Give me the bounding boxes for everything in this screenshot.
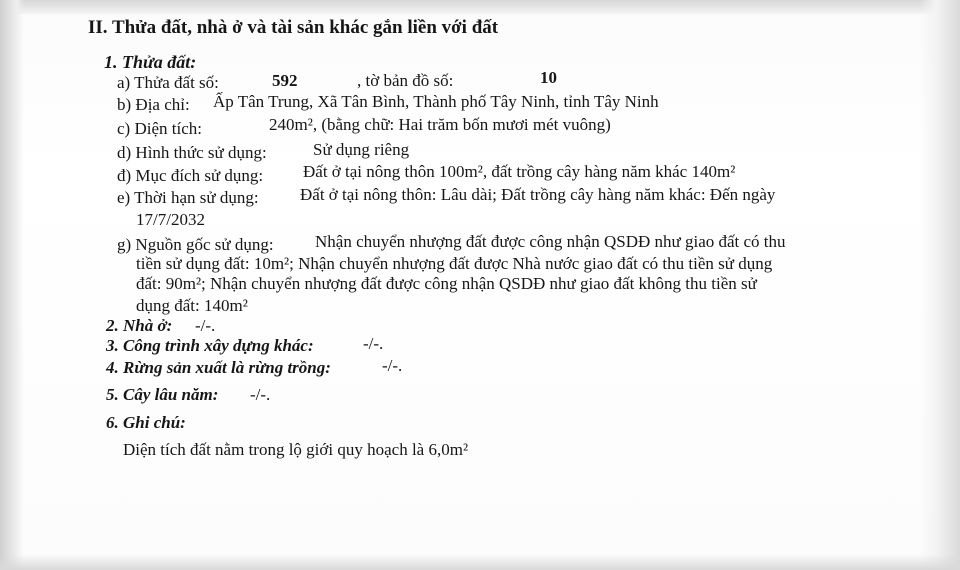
usage-term-value-line2: 17/7/2032 xyxy=(136,210,205,229)
area-value: 240m², (bằng chữ: Hai trăm bốn mươi mét vuông) xyxy=(269,115,611,134)
construction-title: 3. Công trình xây dựng khác: xyxy=(106,336,314,355)
house-title: 2. Nhà ở: xyxy=(106,316,173,335)
parcel-label: a) Thửa đất số: xyxy=(117,73,219,92)
perennial-title: 5. Cây lâu năm: xyxy=(106,385,219,404)
origin-line-4: dụng đất: 140m² xyxy=(136,296,248,315)
map-sheet-number: 10 xyxy=(540,68,557,87)
usage-form-label: d) Hình thức sử dụng: xyxy=(117,143,267,162)
origin-line-1: Nhận chuyển nhượng đất được công nhận QSDĐ như giao đất có thu xyxy=(315,232,786,251)
usage-form-value: Sử dụng riêng xyxy=(313,140,410,159)
paper-edge-left xyxy=(0,0,24,570)
note-value: Diện tích đất nằm trong lộ giới quy hoạch là 6,0m² xyxy=(123,440,469,459)
forest-value: -/-. xyxy=(382,356,403,375)
land-title: 1. Thửa đất: xyxy=(104,52,197,72)
usage-purpose-label: đ) Mục đích sử dụng: xyxy=(117,166,264,185)
perennial-value: -/-. xyxy=(250,385,271,404)
origin-label: g) Nguồn gốc sử dụng: xyxy=(117,235,274,254)
origin-line-3: đất: 90m²; Nhận chuyển nhượng đất được công nhận QSDĐ như giao đất không thu tiền sử xyxy=(136,274,757,293)
forest-title: 4. Rừng sản xuất là rừng trồng: xyxy=(106,358,331,377)
section-title: II. Thửa đất, nhà ở và tài sản khác gắn liền với đất xyxy=(88,17,499,38)
address-label: b) Địa chỉ: xyxy=(117,95,190,114)
house-value: -/-. xyxy=(195,316,216,335)
map-sheet-label: , tờ bản đồ số: xyxy=(357,71,454,90)
usage-term-label: e) Thời hạn sử dụng: xyxy=(117,188,259,207)
address-value: Ấp Tân Trung, Xã Tân Bình, Thành phố Tây Ninh, tỉnh Tây Ninh xyxy=(213,92,659,111)
usage-purpose-value: Đất ở tại nông thôn 100m², đất trồng cây hàng năm khác 140m² xyxy=(303,162,736,181)
area-label: c) Diện tích: xyxy=(117,119,202,138)
parcel-number: 592 xyxy=(272,71,298,90)
origin-line-2: tiền sử dụng đất: 10m²; Nhận chuyển nhượng đất được Nhà nước giao đất có thu tiền sử dụng xyxy=(136,254,773,273)
paper-edge-top xyxy=(0,0,960,14)
paper-edge-right xyxy=(920,0,960,570)
usage-term-value-line1: Đất ở tại nông thôn: Lâu dài; Đất trồng cây hàng năm khác: Đến ngày xyxy=(300,185,776,204)
note-title: 6. Ghi chú: xyxy=(106,413,186,432)
paper-edge-bottom xyxy=(0,554,960,570)
construction-value: -/-. xyxy=(363,334,384,353)
